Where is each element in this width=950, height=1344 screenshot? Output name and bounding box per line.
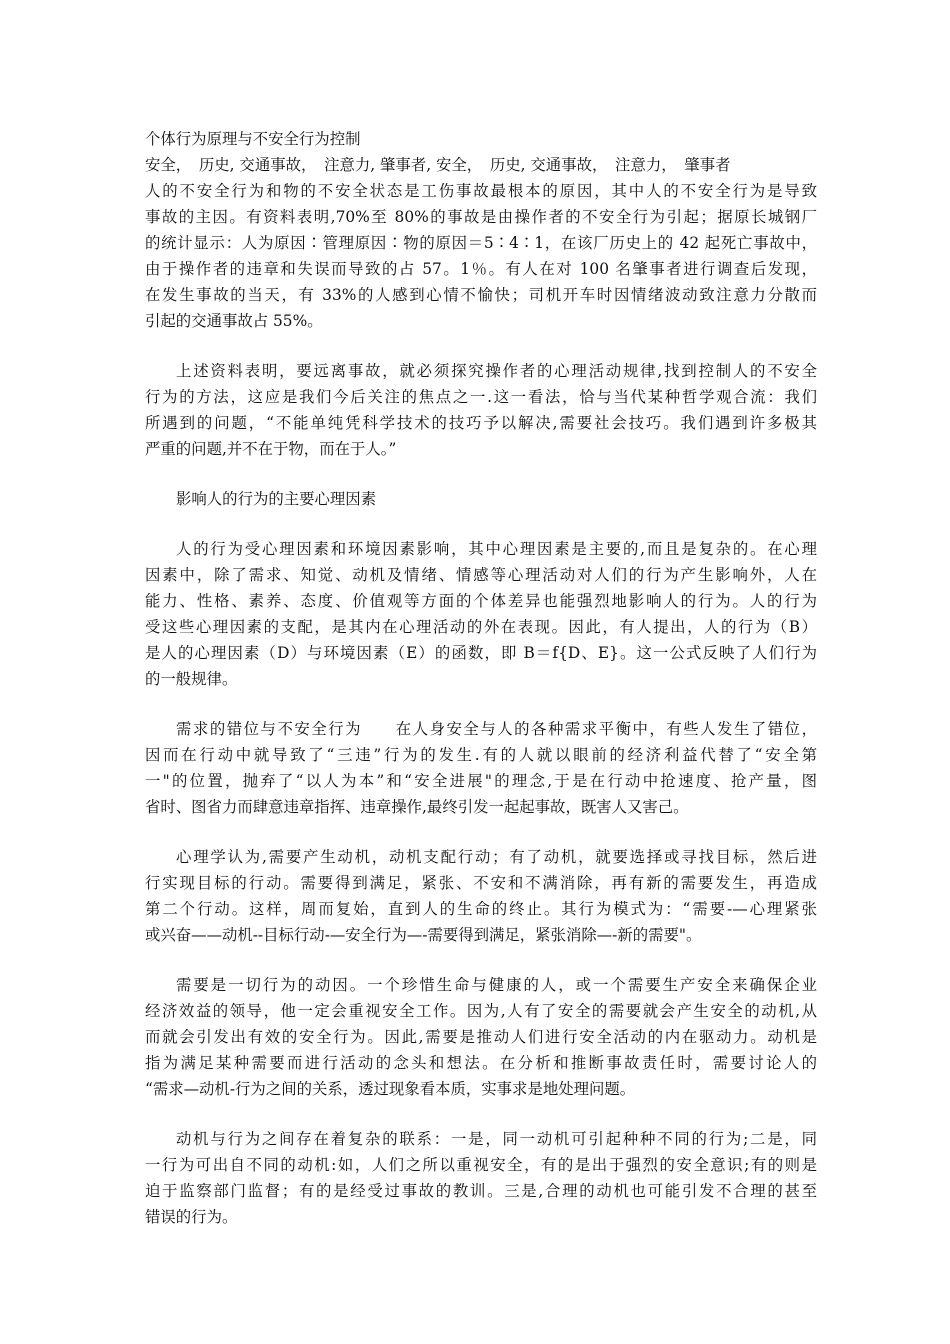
text-line: 所遇到的问题，“不能单纯凭科学技术的技巧予以解决,需要社会技巧。我们遇到许多极其 bbox=[145, 414, 817, 432]
text-line: 在发生事故的当天，有 33%的人感到心情不愉快；司机开车时因情绪波动致注意力分散而 bbox=[145, 286, 817, 304]
text-line: 人的行为受心理因素和环境因素影响，其中心理因素是主要的,而且是复杂的。在心理 bbox=[176, 540, 817, 558]
text-line: 需要是一切行为的动因。一个珍惜生命与健康的人，或一个需要生产安全来确保企业 bbox=[176, 976, 817, 994]
text-line: 的一般规律。 bbox=[145, 670, 238, 688]
text-line: 能力、性格、素养、态度、价值观等方面的个体差异也能强烈地影响人的行为。人的行为 bbox=[145, 592, 817, 610]
text-line: 心理学认为,需要产生动机，动机支配行动；有了动机，就要选择或寻找目标，然后进 bbox=[176, 848, 817, 866]
text-line: 严重的问题,并不在于物，而在于人。” bbox=[145, 440, 397, 458]
paragraph bbox=[145, 716, 817, 820]
text-line: 人的不安全行为和物的不安全状态是工伤事故最根本的原因，其中人的不安全行为是导致 bbox=[145, 182, 817, 200]
paragraph bbox=[145, 1126, 817, 1230]
text-line: 需求的错位与不安全行为 在人身安全与人的各种需求平衡中，有些人发生了错位， bbox=[176, 720, 817, 738]
paragraph bbox=[145, 972, 817, 1102]
text-line: 一"的位置，抛弃了“以人为本”和“安全进展"的理念,于是在行动中抢速度、抢产量，图 bbox=[145, 772, 817, 790]
text-line: 由于操作者的违章和失误而导致的占 57。1％。有人在对 100 名肇事者进行调查后发现， bbox=[145, 260, 817, 278]
text-line: 行实现目标的行动。需要得到满足，紧张、不安和不满消除，再有新的需要发生，再造成 bbox=[145, 874, 817, 892]
paragraph bbox=[145, 178, 817, 334]
text-line: 事故的主因。有资料表明,70%至 80%的事故是由操作者的不安全行为引起；据原长城钢厂 bbox=[145, 208, 817, 226]
text-line: 动机与行为之间存在着复杂的联系：一是，同一动机可引起种种不同的行为;二是，同 bbox=[176, 1130, 817, 1148]
text-line: 影响人的行为的主要心理因素 bbox=[176, 490, 377, 508]
text-line: 的统计显示：人为原因∶管理原因∶物的原因＝5∶4∶1，在该厂历史上的 42 起死亡事故中， bbox=[145, 234, 817, 252]
text-line: 错误的行为。 bbox=[145, 1208, 238, 1226]
text-line: 或兴奋——动机--目标行动-—安全行为—-需要得到满足，紧张消除—-新的需要"。 bbox=[145, 926, 702, 944]
text-line: 因素中，除了需求、知觉、动机及情绪、情感等心理活动对人们的行为产生影响外，人在 bbox=[145, 566, 817, 584]
paragraph bbox=[145, 536, 817, 692]
text-line: 省时、图省力而肆意违章指挥、违章操作,最终引发一起起事故，既害人又害己。 bbox=[145, 798, 689, 816]
document-body bbox=[145, 126, 817, 1230]
text-line: 指为满足某种需要而进行活动的念头和想法。在分析和推断事故责任时，需要讨论人的 bbox=[145, 1054, 817, 1072]
text-line: 迫于监察部门监督；有的是经受过事故的教训。三是,合理的动机也可能引发不合理的甚至 bbox=[145, 1182, 817, 1200]
text-line: 而就会引发出有效的安全行为。因此,需要是推动人们进行安全活动的内在驱动力。动机是 bbox=[145, 1028, 817, 1046]
text-line: “需求—动机-行为之间的关系，透过现象看本质，实事求是地处理问题。 bbox=[145, 1080, 636, 1098]
text-line: 上述资料表明，要远离事故，就必须探究操作者的心理活动规律,找到控制人的不安全 bbox=[176, 362, 817, 380]
text-line: 引起的交通事故占 55%。 bbox=[145, 312, 323, 330]
text-line: 因而在行动中就导致了“三违”行为的发生.有的人就以眼前的经济利益代替了“安全第 bbox=[145, 746, 817, 764]
paragraph bbox=[145, 358, 817, 462]
document-title: 个体行为原理与不安全行为控制 bbox=[145, 130, 361, 148]
section-heading bbox=[145, 486, 817, 512]
text-line: 一行为可出自不同的动机:如，人们之所以重视安全，有的是出于强烈的安全意识;有的则是 bbox=[145, 1156, 817, 1174]
paragraph bbox=[145, 844, 817, 948]
text-line: 是人的心理因素（D）与环境因素（E）的函数，即 B＝f{D、E}。这一公式反映了人们行为 bbox=[145, 644, 817, 662]
text-line: 行为的方法，这应是我们今后关注的焦点之一.这一看法，恰与当代某种哲学观合流：我们 bbox=[145, 388, 817, 406]
text-line: 第二个行动。这样，周而复始，直到人的生命的终止。其行为模式为：“需要-—心理紧张 bbox=[145, 900, 817, 918]
text-line: 受这些心理因素的支配，是其内在心理活动的外在表现。因此，有人提出，人的行为（B） bbox=[145, 618, 817, 636]
text-line: 经济效益的领导，他一定会重视安全工作。因为,人有了安全的需要就会产生安全的动机,从 bbox=[145, 1002, 817, 1020]
keywords-line: 安全， 历史, 交通事故， 注意力, 肇事者, 安全， 历史, 交通事故， 注意力， 肇事者 bbox=[145, 156, 731, 174]
